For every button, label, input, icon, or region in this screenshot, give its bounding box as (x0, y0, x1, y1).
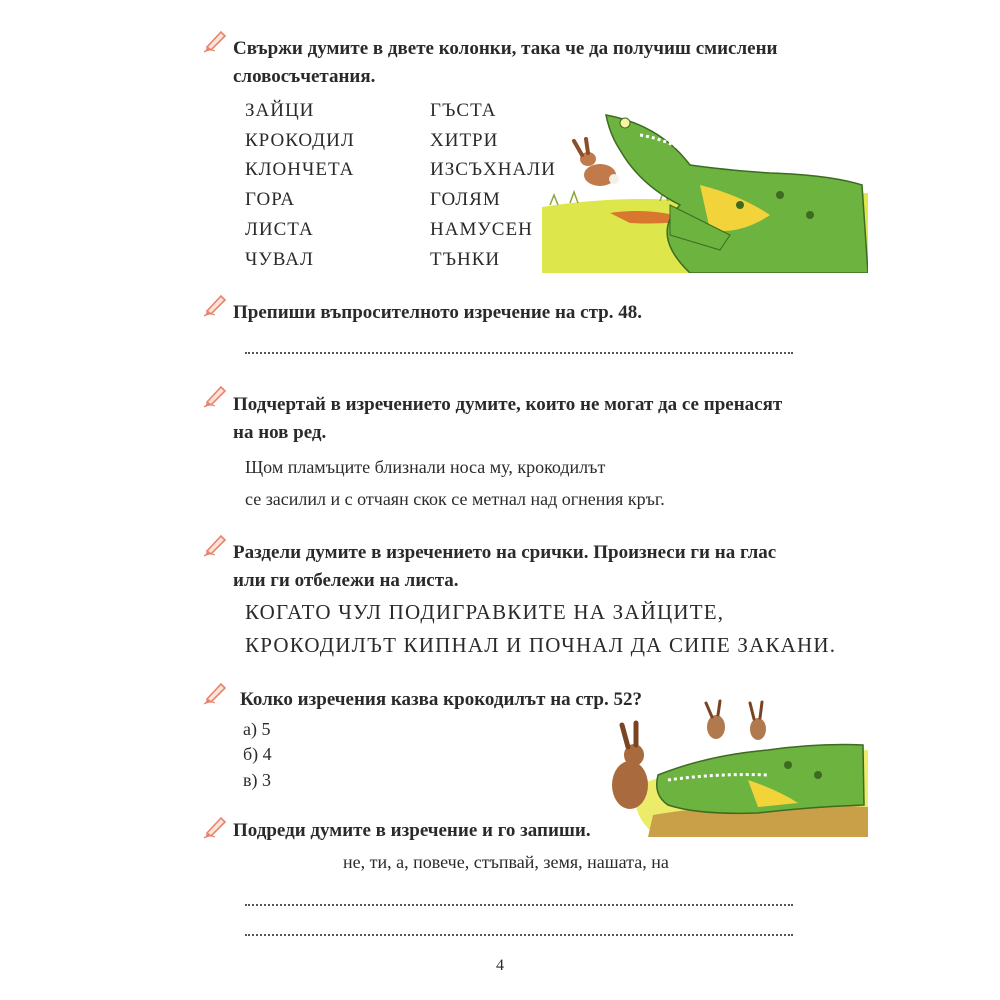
pencil-icon (203, 27, 229, 53)
right-word: ХИТРИ (430, 130, 499, 151)
left-word: ЛИСТА (245, 219, 314, 240)
crocodile-rabbits-illustration (598, 695, 868, 837)
answer-line[interactable] (245, 904, 793, 906)
task4-title-line2: или ги отбележи на листа. (233, 570, 459, 591)
pencil-icon (203, 291, 229, 317)
answer-option[interactable]: б) 4 (243, 744, 272, 764)
task4-text-line1: КОГАТО ЧУЛ ПОДИГРАВКИТЕ НА ЗАЙЦИТЕ, (245, 600, 725, 624)
left-word: ЗАЙЦИ (245, 100, 315, 121)
pencil-icon (203, 531, 229, 557)
task6-words: не, ти, а, повече, стъпвай, земя, нашата, на (343, 852, 669, 872)
page-number: 4 (496, 957, 504, 974)
pencil-icon (203, 679, 229, 705)
answer-line[interactable] (245, 352, 793, 354)
right-word: НАМУСЕН (430, 219, 533, 240)
left-word: ГОРА (245, 189, 296, 210)
task6-title: Подреди думите в изречение и го запиши. (233, 820, 591, 841)
pencil-icon (203, 382, 229, 408)
task1-title-line2: словосъчетания. (233, 66, 376, 87)
right-word: ТЪНКИ (430, 249, 501, 270)
crocodile-rabbit-illustration (540, 95, 868, 273)
left-word: КРОКОДИЛ (245, 130, 355, 151)
task4-text-line2: КРОКОДИЛЪТ КИПНАЛ И ПОЧНАЛ ДА СИПЕ ЗАКАНИ. (245, 633, 837, 657)
task3-text-line1: Щом пламъците близнали носа му, крокодилът (245, 457, 606, 477)
pencil-icon (203, 813, 229, 839)
task3-title-line1: Подчертай в изречението думите, които не могат да се пренасят (233, 394, 783, 415)
left-word: ЧУВАЛ (245, 249, 314, 270)
task3-text-line2: се засилил и с отчаян скок се метнал над огнения кръг. (245, 489, 665, 509)
task4-title-line1: Раздели думите в изречението на срички. Произнеси ги на глас (233, 542, 777, 563)
right-word: ГЪСТА (430, 100, 497, 121)
answer-line[interactable] (245, 934, 793, 936)
task5-title: Колко изречения казва крокодилът на стр. 52? (240, 689, 642, 710)
task1-title-line1: Свържи думите в двете колонки, така че да получиш смислени (233, 38, 778, 59)
answer-option[interactable]: в) 3 (243, 770, 271, 790)
answer-option[interactable]: а) 5 (243, 719, 271, 739)
task2-title: Препиши въпросителното изречение на стр. 48. (233, 302, 642, 323)
right-word: ИЗСЪХНАЛИ (430, 159, 556, 180)
right-word: ГОЛЯМ (430, 189, 501, 210)
left-word: КЛОНЧЕТА (245, 159, 355, 180)
task3-title-line2: на нов ред. (233, 422, 327, 443)
